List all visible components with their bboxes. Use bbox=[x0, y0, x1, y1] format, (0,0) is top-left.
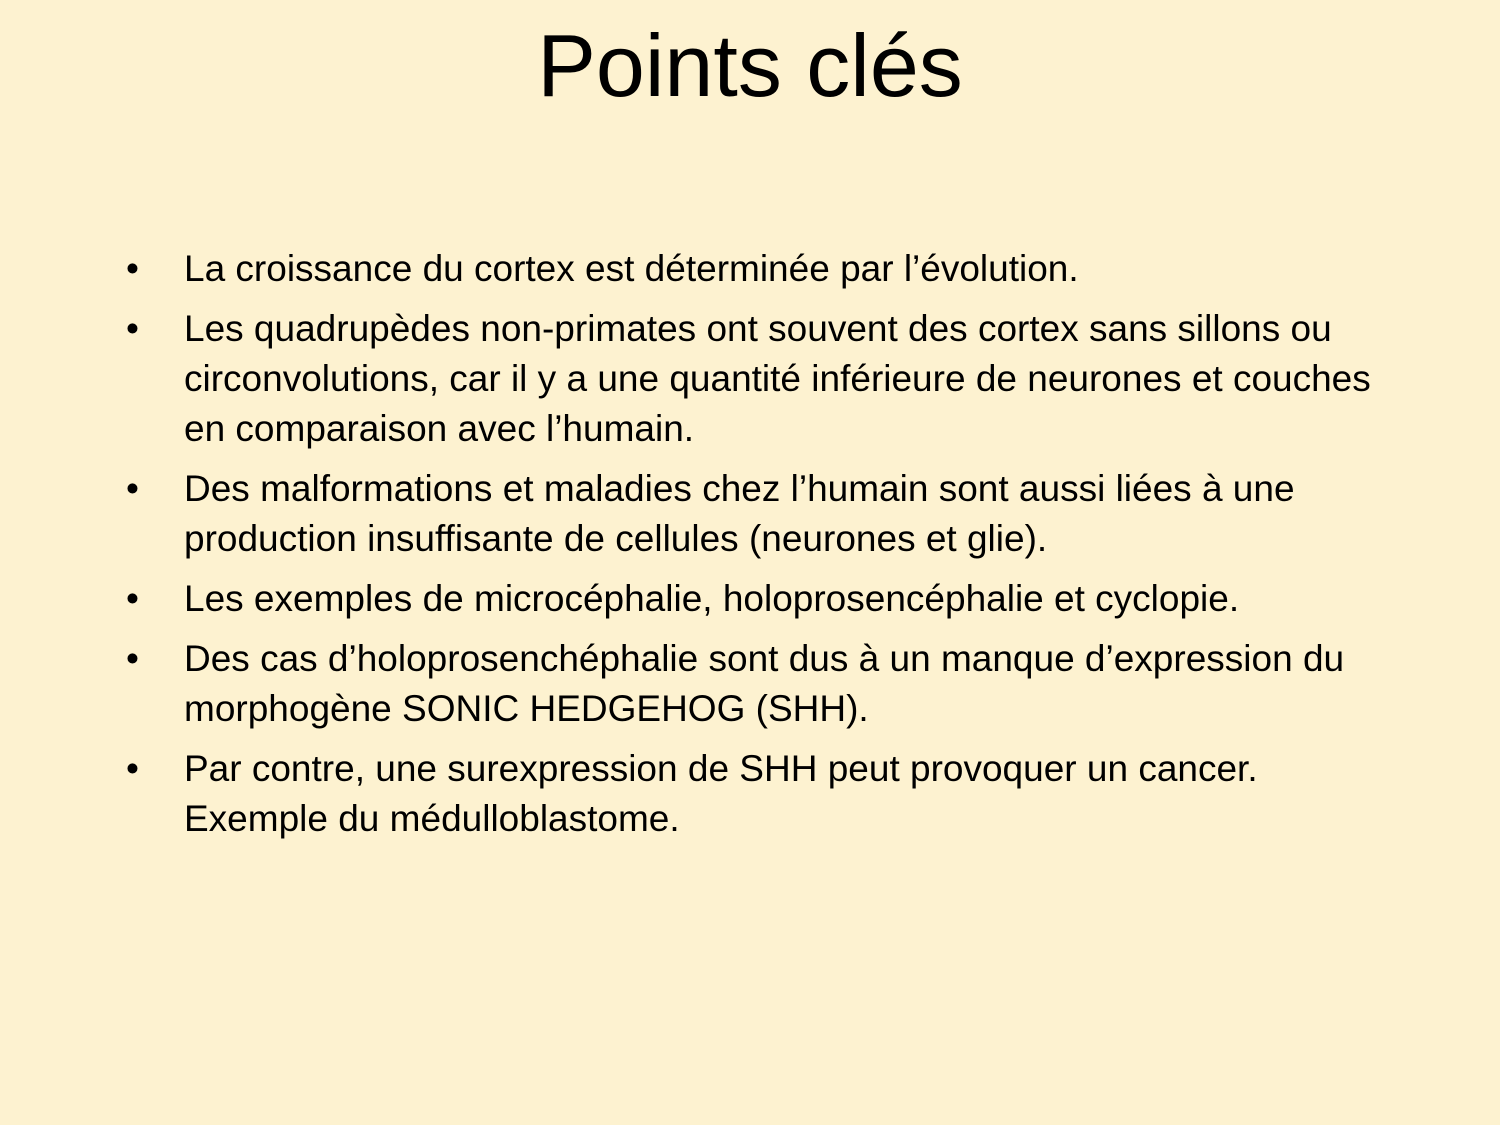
bullet-icon: • bbox=[126, 468, 139, 509]
bullet-item bbox=[0, 744, 1500, 844]
bullet-item bbox=[0, 634, 1500, 734]
bullet-icon: • bbox=[126, 578, 139, 619]
bullet-item bbox=[0, 304, 1500, 454]
bullet-icon: • bbox=[126, 248, 139, 289]
slide-title: Points clés bbox=[537, 16, 963, 115]
bullet-item bbox=[0, 464, 1500, 564]
bullet-text: La croissance du cortex est déterminée par l’évolution. bbox=[184, 248, 1079, 289]
bullet-item bbox=[0, 244, 1500, 294]
bullet-text: Par contre, une surexpression de SHH peut provoquer un cancer. Exemple du médulloblastome. bbox=[184, 748, 1258, 839]
bullet-icon: • bbox=[126, 308, 139, 349]
bullet-text: Les quadrupèdes non-primates ont souvent des cortex sans sillons ou circonvolutions, car il y a une quantité inférieure de neurones et couches en comparaison avec l’humain. bbox=[184, 308, 1371, 449]
bullet-text: Les exemples de microcéphalie, holoprosencéphalie et cyclopie. bbox=[184, 578, 1240, 619]
bullet-item bbox=[0, 574, 1500, 624]
bullet-text: Des malformations et maladies chez l’humain sont aussi liées à une production insuffisante de cellules (neurones et glie). bbox=[184, 468, 1295, 559]
bullet-text: Des cas d’holoprosenchéphalie sont dus à un manque d’expression du morphogène SONIC HEDGEHOG (SHH). bbox=[184, 638, 1345, 729]
bullet-icon: • bbox=[126, 638, 139, 679]
bullet-icon: • bbox=[126, 748, 139, 789]
bullet-list bbox=[0, 244, 1500, 854]
